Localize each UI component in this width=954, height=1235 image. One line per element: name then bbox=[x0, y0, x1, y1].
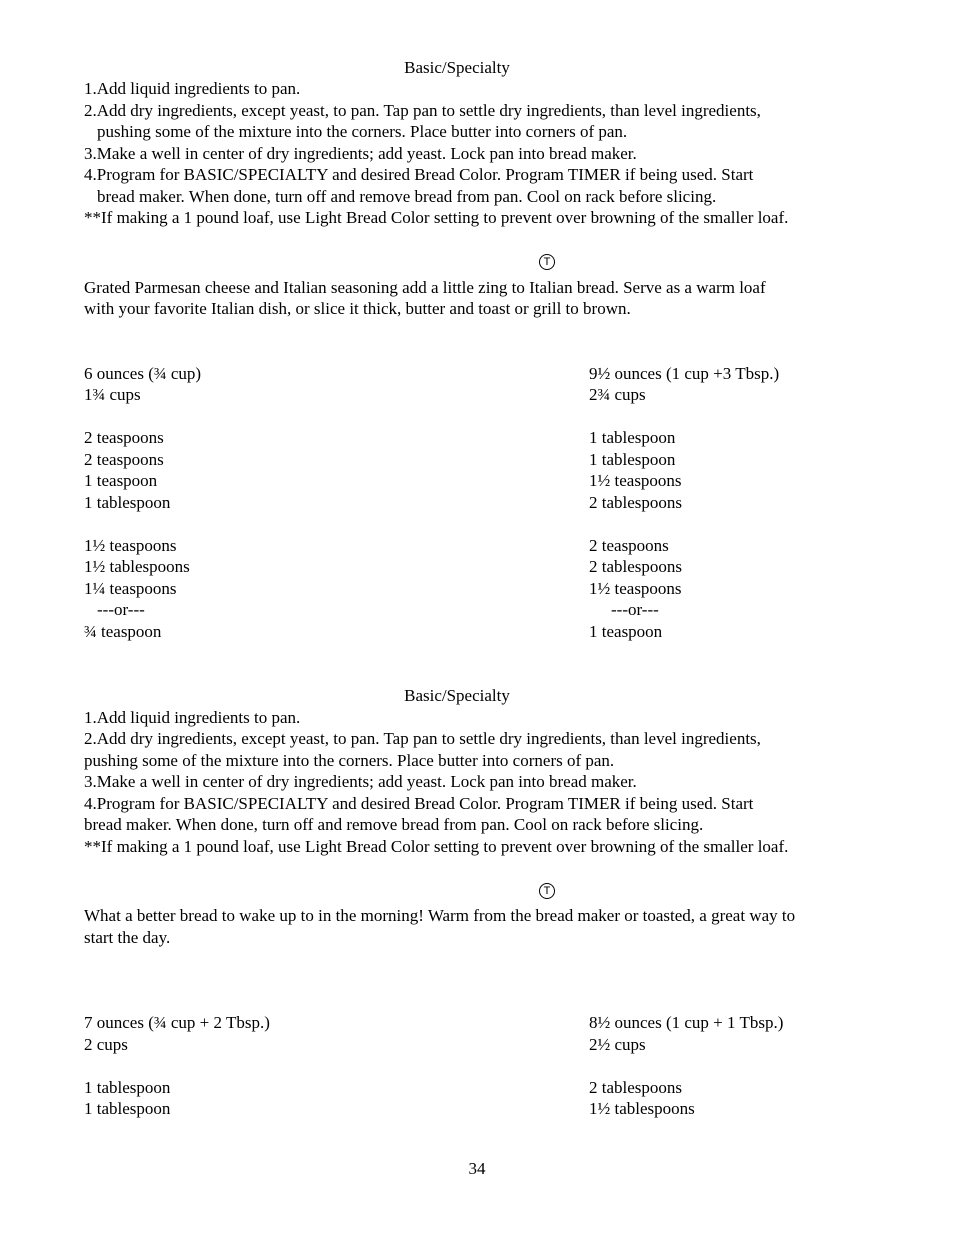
instruction-step: 1.Add liquid ingredients to pan. bbox=[84, 708, 301, 727]
ingredient-amount-1lb: 6 ounces (¾ cup) bbox=[84, 364, 202, 383]
recipe-description: with your favorite Italian dish, or slice it thick, butter and toast or grill to brown. bbox=[84, 299, 631, 318]
ingredient-amount-1lb: 2 cups bbox=[84, 1035, 128, 1054]
ingredient-amount-1-5lb: 2 tablespoons bbox=[589, 493, 683, 512]
ingredient-amount-1lb: 1½ teaspoons bbox=[84, 536, 177, 555]
ingredient-amount-1-5lb: 1 tablespoon bbox=[589, 450, 676, 469]
instruction-step: pushing some of the mixture into the corners. Place butter into corners of pan. bbox=[97, 122, 628, 141]
ingredient-amount-1lb: 1 tablespoon bbox=[84, 1099, 171, 1118]
ingredient-amount-1lb: 2 teaspoons bbox=[84, 428, 164, 447]
ingredient-or-separator: ---or--- bbox=[97, 600, 145, 619]
ingredient-amount-1-5lb: 2 tablespoons bbox=[589, 557, 683, 576]
ingredient-amount-1-5lb: 1 teaspoon bbox=[589, 622, 663, 641]
ingredient-amount-1lb: 7 ounces (¾ cup + 2 Tbsp.) bbox=[84, 1013, 270, 1032]
instruction-step: pushing some of the mixture into the corners. Place butter into corners of pan. bbox=[84, 751, 615, 770]
ingredient-amount-1-5lb: 2 teaspoons bbox=[589, 536, 669, 555]
ingredient-amount-1-5lb: 1½ tablespoons bbox=[589, 1099, 695, 1118]
ingredient-amount-1lb: 1 tablespoon bbox=[84, 1078, 171, 1097]
instruction-step: 3.Make a well in center of dry ingredients; add yeast. Lock pan into bread maker. bbox=[84, 772, 637, 791]
ingredient-amount-1lb: 2 teaspoons bbox=[84, 450, 164, 469]
instruction-step: 2.Add dry ingredients, except yeast, to pan. Tap pan to settle dry ingredients, than level ingredients, bbox=[84, 729, 761, 748]
ingredient-amount-1-5lb: 1 tablespoon bbox=[589, 428, 676, 447]
recipe-description: What a better bread to wake up to in the morning! Warm from the bread maker or toasted, a great way to bbox=[84, 906, 796, 925]
instruction-step: bread maker. When done, turn off and remove bread from pan. Cool on rack before slicing. bbox=[84, 815, 704, 834]
ingredient-amount-1lb: 1¼ teaspoons bbox=[84, 579, 177, 598]
ingredient-amount-1lb: 1½ tablespoons bbox=[84, 557, 190, 576]
ingredient-or-separator: ---or--- bbox=[611, 600, 659, 619]
timer-icon: T bbox=[539, 883, 555, 899]
timer-icon: T bbox=[539, 254, 555, 270]
ingredient-amount-1lb: 1 tablespoon bbox=[84, 493, 171, 512]
recipe-description: start the day. bbox=[84, 928, 171, 947]
instruction-step: 1.Add liquid ingredients to pan. bbox=[84, 79, 301, 98]
ingredient-amount-1-5lb: 2 tablespoons bbox=[589, 1078, 683, 1097]
instruction-step: 2.Add dry ingredients, except yeast, to pan. Tap pan to settle dry ingredients, than level ingredients, bbox=[84, 101, 761, 120]
ingredient-amount-1lb: 1¾ cups bbox=[84, 385, 141, 404]
instruction-step: 3.Make a well in center of dry ingredients; add yeast. Lock pan into bread maker. bbox=[84, 144, 637, 163]
ingredient-amount-1-5lb: 2½ cups bbox=[589, 1035, 646, 1054]
ingredient-amount-1-5lb: 1½ teaspoons bbox=[589, 471, 682, 490]
instruction-note: **If making a 1 pound loaf, use Light Bread Color setting to prevent over browning of the smaller loaf. bbox=[84, 208, 789, 227]
instruction-note: **If making a 1 pound loaf, use Light Bread Color setting to prevent over browning of the smaller loaf. bbox=[84, 837, 789, 856]
ingredient-amount-1-5lb: 1½ teaspoons bbox=[589, 579, 682, 598]
page-number: 34 bbox=[468, 1159, 486, 1178]
ingredient-amount-1lb: ¾ teaspoon bbox=[84, 622, 162, 641]
recipe-description: Grated Parmesan cheese and Italian seasoning add a little zing to Italian bread. Serve as a warm loaf bbox=[84, 278, 766, 297]
ingredient-amount-1-5lb: 2¾ cups bbox=[589, 385, 646, 404]
section-heading: Basic/Specialty bbox=[404, 686, 510, 705]
ingredient-amount-1-5lb: 9½ ounces (1 cup +3 Tbsp.) bbox=[589, 364, 780, 383]
section-heading: Basic/Specialty bbox=[404, 58, 510, 77]
ingredient-amount-1-5lb: 8½ ounces (1 cup + 1 Tbsp.) bbox=[589, 1013, 784, 1032]
instruction-step: 4.Program for BASIC/SPECIALTY and desired Bread Color. Program TIMER if being used. Start bbox=[84, 794, 754, 813]
ingredient-amount-1lb: 1 teaspoon bbox=[84, 471, 158, 490]
instruction-step: 4.Program for BASIC/SPECIALTY and desired Bread Color. Program TIMER if being used. Start bbox=[84, 165, 754, 184]
instruction-step: bread maker. When done, turn off and remove bread from pan. Cool on rack before slicing. bbox=[97, 187, 717, 206]
